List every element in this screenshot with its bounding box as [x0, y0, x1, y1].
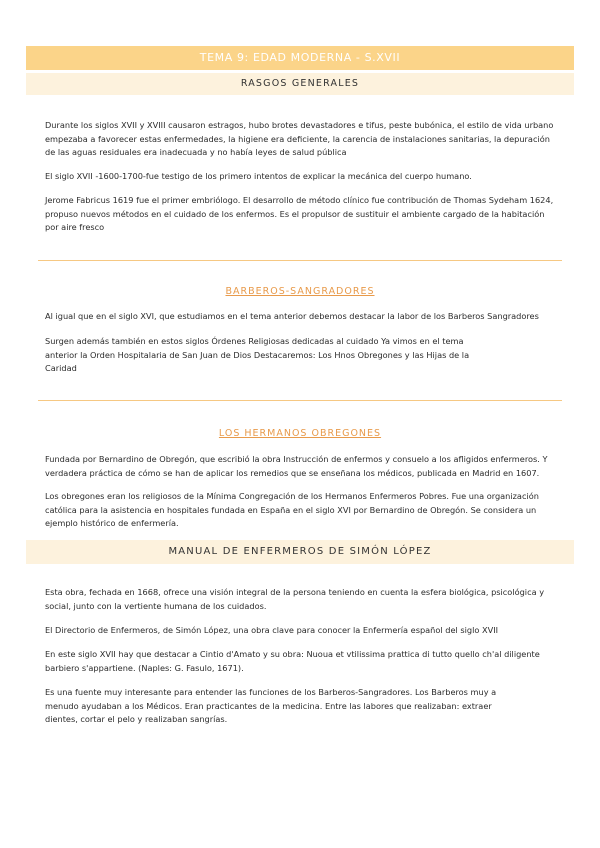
section-title-manual: MANUAL DE ENFERMEROS DE SIMÓN LÓPEZ [26, 540, 574, 564]
manual-paragraph-4: Es una fuente muy interesante para entender las funciones de los Barberos-Sangradores. Los Barberos muy a menudo ayudaban a los Médicos. Eran practicantes de la medicina. Entre las labores que realizaban: extraer dientes, cortar el pelo y realizaban sangrías. [45, 687, 497, 724]
section-title-rasgos: RASGOS GENERALES [26, 73, 574, 95]
manual-paragraph-2: El Directorio de Enfermeros, de Simón López, una obra clave para conocer la Enfermería español del siglo XVII [45, 625, 499, 635]
obregones-paragraph-2: Los obregones eran los religiosos de la Mínima Congregación de los Hermanos Enfermeros Pobres. Fue una organización católica para la asistencia en hospitales fundada en España en el siglo XVI por Bernardino de Obregón. Se considera un ejemplo histórico de enfermería. [45, 491, 539, 528]
rasgos-paragraph-1: Durante los siglos XVII y XVIII causaron estragos, hubo brotes devastadores e tifus, peste bubónica, el estilo de vida urbano empezaba a favorecer estas enfermedades, la higiene era deficiente, la carencia de instalaciones sanitarias, la depuración de las aguas residuales era inadecuada y no había leyes de salud pública [45, 120, 554, 157]
divider [38, 260, 562, 261]
manual-paragraph-3: En este siglo XVII hay que destacar a Cintio d'Amato y su obra: Nuoua et vtilissima prattica di tutto quello ch'al diligente barbiero s'appartiene. (Naples: G. Fasulo, 1671). [45, 649, 540, 673]
section-heading-obregones: LOS HERMANOS OBREGONES [218, 428, 382, 439]
manual-paragraph-1: Esta obra, fechada en 1668, ofrece una visión integral de la persona teniendo en cuenta la esfera biológica, psicológica y social, junto con la vertiente humana de los cuidados. [45, 587, 545, 611]
rasgos-paragraph-2: El siglo XVII -1600-1700-fue testigo de los primero intentos de explicar la mecánica del cuerpo humano. [45, 171, 472, 181]
obregones-paragraph-1: Fundada por Bernardino de Obregón, que escribió la obra Instrucción de enfermos y consuelo a los afligidos enfermeros. Y verdadera práctica de cómo se han de aplicar los remedios que se enseñana los médicos, publicada en Madrid en 1607. [45, 454, 548, 478]
page-title: TEMA 9: EDAD MODERNA - S.XVII [26, 46, 574, 70]
rasgos-paragraph-3: Jerome Fabricus 1619 fue el primer embriólogo. El desarrollo de método clínico fue contribución de Thomas Sydeham 1624, propuso nuevos métodos en el cuidado de los enfermos. Es el propulsor de sustituir el ambiente cargado de la habitación por aire fresco [45, 195, 554, 232]
section-heading-barberos: BARBEROS-SANGRADORES [225, 286, 375, 297]
divider [38, 400, 562, 401]
barberos-paragraph-2: Surgen además también en estos siglos Órdenes Religiosas dedicadas al cuidado Ya vimos en el tema anterior la Orden Hospitalaria de San Juan de Dios Destacaremos: Los Hnos Obregones y las Hijas de la Caridad [45, 336, 470, 373]
barberos-paragraph-1: Al igual que en el siglo XVI, que estudiamos en el tema anterior debemos destacar la labor de los Barberos Sangradores [45, 311, 539, 321]
